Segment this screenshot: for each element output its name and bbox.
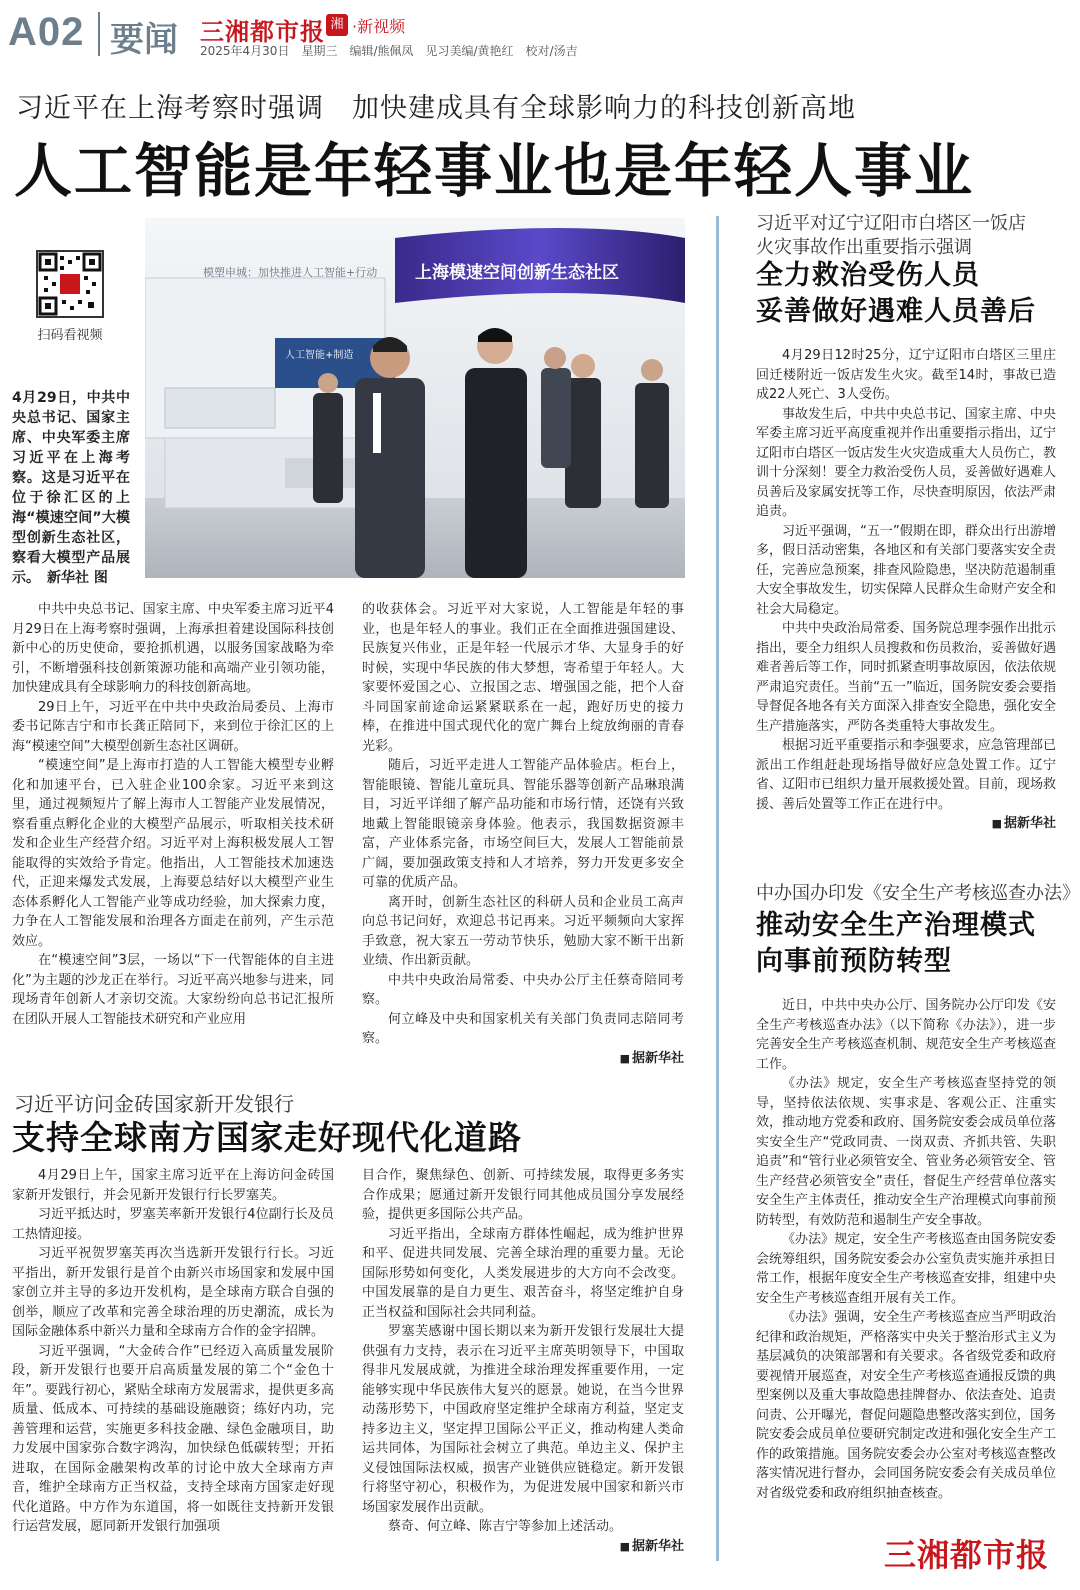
right-story1-headline-line2: 妥善做好遇难人员善后: [756, 296, 1036, 327]
qr-code-icon[interactable]: [36, 250, 104, 318]
paragraph: 习近平强调，“大金砖合作”已经迈入高质量发展阶段，新开发银行也要开启高质量发展的第二个“金色十年”。要践行初心，紧贴全球南方发展需求，提供更多高质量、低成本、可持续的基础设施融资；练好内功，完善管理和运营，实施更多科技金融、绿色金融项目，助力发展中国家弥合数字鸿沟，加快绿色低碳转型；开拓进取，在国际金融架构改革的讨论中放大全球南方声音，维护全球南方正当权益，支持全球南方国家走好现代化道路。中方作为东道国，将一如既往支持新开发银行运营发展，愿同新开发银行加强项: [12, 1343, 334, 1534]
paragraph: 离开时，创新生态社区的科研人员和企业员工高声向总书记问好，欢迎总书记再来。习近平频频向大家挥手致意，祝大家五一劳动节快乐，勉励大家不断干出新业绩、作出新贡献。: [362, 894, 684, 968]
story2-headline: 支持全球南方国家走好现代化道路: [12, 1118, 522, 1157]
paragraph: 目合作，聚焦绿色、创新、可持续发展，取得更多务实合作成果；愿通过新开发银行同其他成员国分享发展经验，提供更多国际公共产品。: [362, 1168, 684, 1222]
paragraph: 29日上午，习近平在中共中央政治局委员、上海市委书记陈吉宁和市长龚正陪同下，来到位于徐汇区的上海“模速空间”大模型创新生态社区调研。: [12, 699, 334, 754]
paragraph: 近日，中共中央办公厅、国务院办公厅印发《安全生产考核巡查办法》（以下简称《办法》），进一步完善安全生产考核巡查机制、规范安全生产考核巡查工作。: [756, 998, 1056, 1072]
footer-brand-logo: 三湘都市报: [880, 1530, 1053, 1576]
right-story2-kicker: 中办国办印发《安全生产考核巡查办法》: [756, 883, 1080, 904]
paragraph: 习近平抵达时，罗塞芙率新开发银行4位副行长及员工热情迎接。: [12, 1207, 334, 1242]
right-story1-kicker-line1: 习近平对辽宁辽阳市白塔区一饭店: [756, 213, 1026, 234]
lead-photo: [145, 218, 685, 578]
paragraph: 根据习近平重要指示和李强要求，应急管理部已派出工作组赶赴现场指导做好应急处置工作。辽宁省、辽阳市已组织力量开展救援处置。目前，现场救援、善后处置等工作正在进行中。: [756, 738, 1056, 812]
story2-kicker: 习近平访问金砖国家新开发银行: [14, 1092, 294, 1116]
masthead: [0, 0, 1080, 62]
video-brand-icon: 湘: [326, 14, 348, 36]
photo-screen-text: 人工智能+制造: [285, 350, 354, 361]
paragraph: 罗塞芙感谢中国长期以来为新开发银行发展壮大提供强有力支持，表示在习近平主席英明领导下，中国取得非凡发展成就，为推进全球治理发挥重要作用，一定能够实现中华民族伟大复兴的愿景。她说，在当今世界动荡形势下，中国政府坚定维护全球南方利益，坚定支持多边主义，坚定捍卫国际公平正义，推动构建人类命运共同体，为国际社会树立了典范。单边主义、保护主义侵蚀国际法权威，损害产业链供应链稳定。新开发银行将坚守初心，积极作为，为促进发展中国家和新兴市场国家发展作出贡献。: [362, 1324, 684, 1515]
right-story2-body: [756, 996, 1056, 1503]
paragraph: 中共中央政治局常委、中央办公厅主任蔡奇陪同考察。: [362, 972, 684, 1007]
paragraph: 的收获体会。习近平对大家说，人工智能是年轻的事业，也是年轻人的事业。我们正在全面推进强国建设、民族复兴伟业，正是年轻一代展示才华、大显身手的好时候，实现中华民族的伟大梦想，寄希望于年轻人。大家要怀爱国之心、立报国之志、增强国之能，把个人奋斗同国家前途命运紧紧联系在一起，跑好历史的接力棒，在推进中国式现代化的宽广舞台上绽放绚丽的青春光彩。: [362, 602, 684, 754]
photo-wall-text: 模塑申城：加快推进人工智能+行动: [203, 266, 378, 279]
lead-body-col1: [12, 600, 334, 1029]
brand-logo: 三湘都市报: [200, 18, 325, 46]
issue-meta: 2025年4月30日 星期三 编辑/熊佩凤 见习美编/黄艳红 校对/汤吉: [200, 44, 578, 58]
paragraph: 习近平强调，“五一”假期在即，群众出行出游增多，假日活动密集，各地区和有关部门要落实安全责任，完善应急预案，排查风险隐患，坚决防范遏制重大安全事故发生，切实保障人民群众生命财产安全和社会大局稳定。: [756, 523, 1056, 617]
paragraph: 随后，习近平走进人工智能产品体验店。柜台上，智能眼镜、智能儿童玩具、智能乐器等创新产品琳琅满目，习近平详细了解产品功能和市场行情，还饶有兴致地戴上智能眼镜亲身体验。他表示，我国数据资源丰富，产业体系完备，市场空间巨大，发展人工智能前景广阔，要加强政策支持和人才培养，努力开发更多安全可靠的优质产品。: [362, 758, 684, 890]
qr-label: 扫码看视频: [37, 328, 103, 343]
video-brand-name: ·新视频: [352, 17, 406, 36]
source-signature: ■ 据新华社: [756, 814, 1056, 834]
source-signature: ■ 据新华社: [362, 1049, 684, 1069]
page-number: A02: [8, 10, 85, 54]
paragraph: 何立峰及中央和国家机关有关部门负责同志陪同考察。: [362, 1011, 684, 1046]
paragraph: 习近平指出，全球南方群体性崛起，成为维护世界和平、促进共同发展、完善全球治理的重要力量。无论国际形势如何变化，人类发展进步的大方向不会改变。中国发展靠的是自力更生、艰苦奋斗，将坚定维护自身正当权益和国际社会共同利益。: [362, 1226, 684, 1320]
right-story1-headline-line1: 全力救治受伤人员: [756, 260, 980, 291]
paragraph: 中共中央总书记、国家主席、中央军委主席习近平4月29日在上海考察时强调，上海承担着建设国际科技创新中心的历史使命，要抢抓机遇，以服务国家战略为牵引，不断增强科技创新策源功能和高端产业引领功能，加快建成具有全球影响力的科技创新高地。: [12, 602, 334, 695]
paragraph: 4月29日12时25分，辽宁辽阳市白塔区三里庄回迁楼附近一饭店发生火灾。截至14时，事故已造成22人死亡、3人受伤。: [756, 348, 1056, 402]
paragraph: 中共中央政治局常委、国务院总理李强作出批示指出，要全力组织人员搜救和伤员救治，妥善做好遇难者善后等工作，同时抓紧查明事故原因，依法依规严肃追究责任。当前“五一”临近，国务院安委会要指导督促各地各有关方面深入排查安全隐患，强化安全生产措施落实，严防各类重特大事故发生。: [756, 621, 1056, 734]
right-story1-body: [756, 346, 1056, 834]
paragraph: “模速空间”是上海市打造的人工智能大模型专业孵化和加速平台，已入驻企业100余家。习近平来到这里，通过视频短片了解上海市人工智能产业发展情况，察看重点孵化企业的大模型产品展示，听取相关技术研发和企业生产经营介绍。习近平对上海积极发展人工智能取得的实效给予肯定。他指出，人工智能技术加速迭代，正迎来爆发式发展，上海要总结好以大模型产业生态体系孵化人工智能产业等成功经验，加大探索力度，力争在人工智能发展和治理各方面走在前列，产生示范效应。: [12, 758, 334, 949]
lead-kicker: 习近平在上海考察时强调 加快建成具有全球影响力的科技创新高地: [16, 93, 856, 124]
header-divider: [98, 12, 100, 56]
right-story2-headline-line1: 推动安全生产治理模式: [756, 910, 1036, 941]
story2-col1: [12, 1166, 334, 1537]
right-story2-headline-line2: 向事前预防转型: [756, 946, 952, 977]
photo-caption: 4月29日，中共中央总书记、国家主席、中央军委主席习近平在上海考察。这是习近平在位于徐汇区的上海“模速空间”大模型创新生态社区，察看大模型产品展示。 新华社 图: [12, 390, 130, 586]
lead-body-col2: [362, 600, 684, 1068]
right-story1-kicker-line2: 火灾事故作出重要指示强调: [756, 237, 972, 258]
source-signature: ■ 据新华社: [362, 1537, 684, 1557]
paragraph: 蔡奇、何立峰、陈吉宁等参加上述活动。: [388, 1519, 623, 1534]
paragraph: 《办法》规定，安全生产考核巡查由国务院安委会统筹组织，国务院安委会办公室负责实施并承担日常工作，根据年度安全生产考核巡查安排，组建中央安全生产考核巡查组开展有关工作。: [756, 1232, 1056, 1306]
paragraph: 习近平祝贺罗塞芙再次当选新开发银行行长。习近平指出，新开发银行是首个由新兴市场国家和发展中国家创立并主导的多边开发机构，是全球南方联合自强的创举，顺应了改革和完善全球治理的历史潮流，成长为国际金融体系中新兴力量和全球南方合作的金字招牌。: [12, 1246, 334, 1339]
qr-code-block[interactable]: [22, 250, 118, 350]
paragraph: 《办法》强调，安全生产考核巡查应当严明政治纪律和政治规矩，严格落实中央关于整治形式主义为基层减负的决策部署和有关要求。各省级党委和政府要视情开展巡查，对安全生产考核巡查通报反馈的典型案例以及重大事故隐患挂牌督办、依法查处、追责问责、公开曝光，督促问题隐患整改落实到位，国务院安委会成员单位要研究制定改进和强化安全生产工作的政策措施。国务院安委会办公室对考核巡查整改落实情况进行督办，会同国务院安委会有关成员单位对省级党委和政府组织抽查核查。: [756, 1310, 1056, 1501]
section-name: 要闻: [110, 20, 178, 60]
lead-headline: 人工智能是年轻事业也是年轻人事业: [14, 137, 975, 205]
paragraph: 4月29日上午，国家主席习近平在上海访问金砖国家新开发银行，并会见新开发银行行长罗塞芙。: [12, 1168, 334, 1203]
photo-banner-text: 上海模速空间创新生态社区: [415, 263, 619, 283]
story2-col2: [362, 1166, 684, 1556]
paragraph: 在“模速空间”3层，一场以“下一代智能体的自主进化”为主题的沙龙正在举行。习近平高兴地参与进来，同现场青年创新人才亲切交流。大家纷纷向总书记汇报所在团队开展人工智能技术研究和产业应用: [12, 953, 334, 1027]
paragraph: 事故发生后，中共中央总书记、国家主席、中央军委主席习近平高度重视并作出重要指示指出，辽宁辽阳市白塔区一饭店发生火灾造成重大人员伤亡，教训十分深刻！要全力救治受伤人员，妥善做好遇难人员善后及家属安抚等工作，尽快查明原因，依法严肃追责。: [756, 406, 1056, 519]
paragraph: 《办法》规定，安全生产考核巡查坚持党的领导，坚持依法依规、实事求是、客观公正、注重实效，推动地方党委和政府、国务院安委会成员单位落实安全生产“党政同责、一岗双责、齐抓共管、失职追责”和“管行业必须管安全、管业务必须管安全、管生产经营必须管安全”责任，督促生产经营单位落实安全生产主体责任，推动安全生产治理模式向事前预防转型，有效防范和遏制生产安全事故。: [756, 1076, 1056, 1228]
column-rule: [716, 216, 719, 1561]
